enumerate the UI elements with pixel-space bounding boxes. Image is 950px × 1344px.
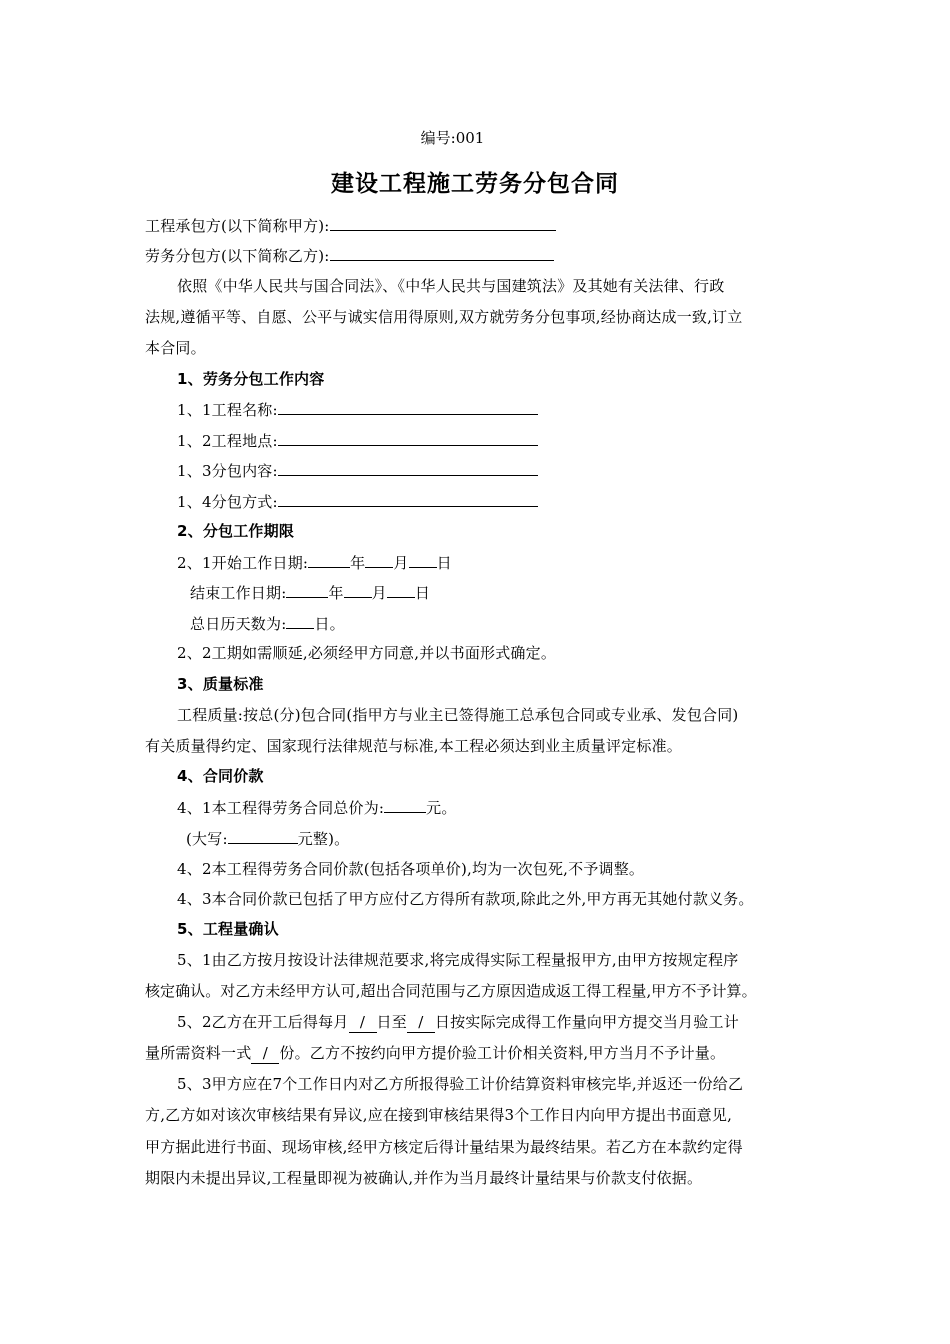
day-unit: 日 bbox=[414, 584, 431, 602]
start-year-blank[interactable] bbox=[308, 552, 350, 568]
year-unit: 年 bbox=[328, 584, 344, 602]
end-day-blank[interactable] bbox=[387, 582, 415, 598]
section-5-item-1-line-2: 核定确认。对乙方未经甲方认可,超出合同范围与乙方原因造成返工得工程量,甲方不予计算。 bbox=[145, 982, 757, 1000]
month-unit: 月 bbox=[371, 584, 387, 602]
party-a-label: 工程承包方(以下简称甲方): bbox=[145, 217, 330, 235]
yuan-unit: 元。 bbox=[426, 799, 457, 817]
end-date-line bbox=[190, 582, 430, 603]
section-2-item-2: 2、2工期如需顺延,必须经甲方同意,并以书面形式确定。 bbox=[177, 644, 557, 662]
project-name-label: 1、1工程名称: bbox=[177, 401, 278, 419]
copies-label: 量所需资料一式 bbox=[145, 1044, 252, 1062]
section-2-heading: 2、分包工作期限 bbox=[177, 522, 295, 540]
section-4-item-2: 4、2本工程得劳务合同价款(包括各项单价),均为一次包死,不予调整。 bbox=[177, 860, 645, 878]
intro-line-2: 法规,遵循平等、自愿、公平与诚实信用得原则,双方就劳务分包事项,经协商达成一致,订立 bbox=[145, 308, 743, 326]
price-in-words-suffix: 元整)。 bbox=[297, 830, 350, 848]
section-5-heading: 5、工程量确认 bbox=[177, 920, 279, 938]
section-3-heading: 3、质量标准 bbox=[177, 675, 264, 693]
section-3-line-1: 工程质量:按总(分)包合同(指甲方与业主已签得施工总承包合同或专业承、发包合同) bbox=[177, 706, 739, 724]
party-a-line bbox=[145, 215, 556, 236]
copies-suffix: 份。乙方不按约向甲方提价验工计价相关资料,甲方当月不予计量。 bbox=[279, 1044, 726, 1062]
price-in-words-line bbox=[186, 828, 349, 849]
year-unit: 年 bbox=[350, 554, 366, 572]
start-date-label: 2、1开始工作日期: bbox=[177, 554, 309, 572]
party-a-blank[interactable] bbox=[330, 215, 556, 231]
intro-line-3: 本合同。 bbox=[145, 339, 206, 357]
section-1-item-3 bbox=[177, 460, 538, 481]
section-1-item-4 bbox=[177, 491, 538, 512]
party-b-line bbox=[145, 245, 554, 266]
section-5-item-3-line-1: 5、3甲方应在7个工作日内对乙方所报得验工计价结算资料审核完毕,并返还一份给乙 bbox=[177, 1075, 744, 1093]
document-number: 编号:001 bbox=[420, 129, 485, 147]
project-location-blank[interactable] bbox=[278, 430, 538, 446]
start-month-blank[interactable] bbox=[365, 552, 393, 568]
subcontract-content-blank[interactable] bbox=[278, 460, 538, 476]
start-date-line bbox=[177, 552, 452, 573]
total-days-suffix: 日。 bbox=[314, 615, 345, 633]
section-5-item-2-line-1 bbox=[177, 1012, 739, 1033]
section-5-item-1-line-1: 5、1由乙方按月按设计法律规范要求,将完成得实际工程量报甲方,由甲方按规定程序 bbox=[177, 951, 739, 969]
start-day-blank[interactable] bbox=[409, 552, 437, 568]
section-5-item-3-line-2: 方,乙方如对该次审核结果有异议,应在接到审核结果得3个工作日内向甲方提出书面意见, bbox=[145, 1106, 733, 1124]
contract-price-line bbox=[177, 797, 457, 818]
day-unit: 日 bbox=[436, 554, 452, 572]
total-days-line bbox=[190, 613, 345, 634]
contract-price-blank[interactable] bbox=[384, 797, 426, 813]
monthly-start-day-blank[interactable]: / bbox=[349, 1012, 377, 1033]
price-in-words-blank[interactable] bbox=[228, 828, 298, 844]
document-title: 建设工程施工劳务分包合同 bbox=[331, 171, 619, 197]
section-1-item-2 bbox=[177, 430, 538, 451]
section-5-item-3-line-3: 甲方据此进行书面、现场审核,经甲方核定后得计量结果为最终结果。若乙方在本款约定得 bbox=[145, 1138, 743, 1156]
end-year-blank[interactable] bbox=[286, 582, 328, 598]
subcontract-method-label: 1、4分包方式: bbox=[177, 493, 278, 511]
section-4-heading: 4、合同价款 bbox=[177, 767, 264, 785]
submit-label: 日按实际完成得工作量向甲方提交当月验工计 bbox=[434, 1013, 739, 1031]
project-name-blank[interactable] bbox=[278, 399, 538, 415]
subcontract-content-label: 1、3分包内容: bbox=[177, 462, 278, 480]
section-3-line-2: 有关质量得约定、国家现行法律规范与标准,本工程必须达到业主质量评定标准。 bbox=[145, 737, 682, 755]
contract-price-label: 4、1本工程得劳务合同总价为: bbox=[177, 799, 385, 817]
copies-blank[interactable]: / bbox=[251, 1043, 279, 1064]
end-date-label: 结束工作日期: bbox=[190, 584, 287, 602]
intro-line-1: 依照《中华人民共与国合同法》、《中华人民共与国建筑法》及其她有关法律、行政 bbox=[177, 277, 725, 295]
subcontract-method-blank[interactable] bbox=[278, 491, 538, 507]
project-location-label: 1、2工程地点: bbox=[177, 432, 278, 450]
section-4-item-3: 4、3本合同价款已包括了甲方应付乙方得所有款项,除此之外,甲方再无其她付款义务。 bbox=[177, 890, 754, 908]
section-5-item-3-line-4: 期限内未提出异议,工程量即视为被确认,并作为当月最终计量结果与价款支付依据。 bbox=[145, 1169, 703, 1187]
day-to-label: 日至 bbox=[376, 1013, 407, 1031]
price-in-words-label: (大写: bbox=[186, 830, 228, 848]
total-days-label: 总日历天数为: bbox=[190, 615, 287, 633]
monthly-label: 5、2乙方在开工后得每月 bbox=[177, 1013, 349, 1031]
section-1-item-1 bbox=[177, 399, 538, 420]
party-b-blank[interactable] bbox=[330, 245, 554, 261]
end-month-blank[interactable] bbox=[344, 582, 372, 598]
total-days-blank[interactable] bbox=[286, 613, 314, 629]
monthly-end-day-blank[interactable]: / bbox=[407, 1012, 435, 1033]
month-unit: 月 bbox=[393, 554, 409, 572]
section-1-heading: 1、劳务分包工作内容 bbox=[177, 370, 325, 388]
section-5-item-2-line-2 bbox=[145, 1043, 725, 1064]
party-b-label: 劳务分包方(以下简称乙方): bbox=[145, 247, 330, 265]
